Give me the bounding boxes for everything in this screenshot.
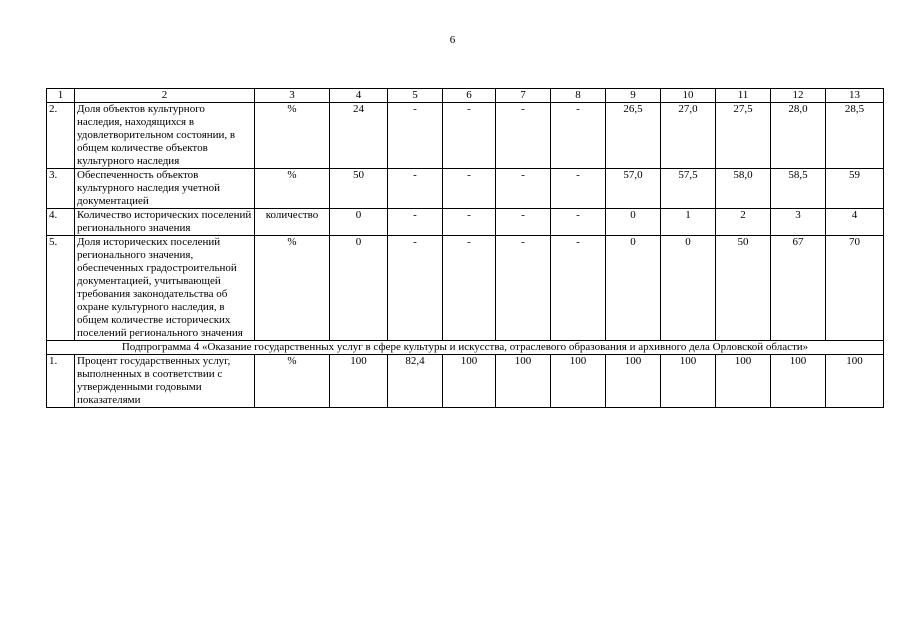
value-cell: 0 <box>606 209 661 236</box>
table-row <box>47 103 884 169</box>
value-cell: 100 <box>551 355 606 408</box>
column-number: 8 <box>551 89 606 103</box>
value-cell: 59 <box>826 169 884 209</box>
column-number: 11 <box>716 89 771 103</box>
subprogram-title: Подпрограмма 4 «Оказание государственных услуг в сфере культуры и искусства, отраслевого образования и архивного дела Орловской области» <box>47 341 884 355</box>
table-row <box>47 209 884 236</box>
value-cell: 100 <box>606 355 661 408</box>
indicator-name: Процент государственных услуг, выполненных в соответствии с утвержденными годовыми показателями <box>75 355 255 408</box>
value-cell: - <box>388 103 443 169</box>
value-cell: - <box>551 236 606 341</box>
value-cell: 57,5 <box>661 169 716 209</box>
indicator-name: Доля объектов культурного наследия, находящихся в удовлетворительном состоянии, в общем количестве объектов культурного наследия <box>75 103 255 169</box>
value-cell: 100 <box>716 355 771 408</box>
value-cell: 100 <box>826 355 884 408</box>
value-cell: 3 <box>771 209 826 236</box>
value-cell: - <box>551 103 606 169</box>
value-cell: 24 <box>330 103 388 169</box>
indicator-name: Обеспеченность объектов культурного наследия учетной документацией <box>75 169 255 209</box>
value-cell: - <box>443 209 496 236</box>
column-number: 7 <box>496 89 551 103</box>
unit-cell: % <box>255 236 330 341</box>
value-cell: - <box>443 103 496 169</box>
value-cell: - <box>496 169 551 209</box>
value-cell: - <box>496 209 551 236</box>
indicator-name: Количество исторических поселений регионального значения <box>75 209 255 236</box>
value-cell: 58,5 <box>771 169 826 209</box>
row-number: 4. <box>47 209 75 236</box>
value-cell: 50 <box>716 236 771 341</box>
unit-cell: % <box>255 103 330 169</box>
table-row <box>47 236 884 341</box>
value-cell: 0 <box>330 236 388 341</box>
value-cell: 27,5 <box>716 103 771 169</box>
value-cell: 100 <box>661 355 716 408</box>
row-number: 3. <box>47 169 75 209</box>
value-cell: 57,0 <box>606 169 661 209</box>
value-cell: 100 <box>496 355 551 408</box>
value-cell: 82,4 <box>388 355 443 408</box>
value-cell: - <box>388 169 443 209</box>
unit-cell: % <box>255 355 330 408</box>
table-row <box>47 169 884 209</box>
row-number: 5. <box>47 236 75 341</box>
value-cell: - <box>551 169 606 209</box>
value-cell: 26,5 <box>606 103 661 169</box>
unit-cell: количество <box>255 209 330 236</box>
unit-cell: % <box>255 169 330 209</box>
value-cell: 58,0 <box>716 169 771 209</box>
table-row <box>47 355 884 408</box>
value-cell: 100 <box>771 355 826 408</box>
value-cell: 67 <box>771 236 826 341</box>
column-number: 6 <box>443 89 496 103</box>
column-number: 1 <box>47 89 75 103</box>
value-cell: - <box>388 236 443 341</box>
value-cell: 1 <box>661 209 716 236</box>
value-cell: - <box>496 103 551 169</box>
indicators-table <box>46 88 884 408</box>
subprogram-row <box>47 341 884 355</box>
indicator-name: Доля исторических поселений регионального значения, обеспеченных градостроительной документацией, учитывающей требования законодательства об охране культурного наследия, в общем количестве исторических поселений регионального значения <box>75 236 255 341</box>
value-cell: 0 <box>661 236 716 341</box>
value-cell: 28,0 <box>771 103 826 169</box>
value-cell: - <box>443 236 496 341</box>
column-number: 12 <box>771 89 826 103</box>
column-number: 4 <box>330 89 388 103</box>
row-number: 1. <box>47 355 75 408</box>
value-cell: 0 <box>330 209 388 236</box>
value-cell: 2 <box>716 209 771 236</box>
value-cell: 100 <box>443 355 496 408</box>
value-cell: - <box>496 236 551 341</box>
column-number: 13 <box>826 89 884 103</box>
value-cell: 100 <box>330 355 388 408</box>
column-number: 10 <box>661 89 716 103</box>
row-number: 2. <box>47 103 75 169</box>
value-cell: 70 <box>826 236 884 341</box>
value-cell: - <box>388 209 443 236</box>
value-cell: 50 <box>330 169 388 209</box>
value-cell: - <box>443 169 496 209</box>
value-cell: 0 <box>606 236 661 341</box>
column-number: 2 <box>75 89 255 103</box>
column-number: 9 <box>606 89 661 103</box>
column-number: 5 <box>388 89 443 103</box>
page-number: 6 <box>449 34 456 46</box>
value-cell: - <box>551 209 606 236</box>
column-number: 3 <box>255 89 330 103</box>
value-cell: 4 <box>826 209 884 236</box>
value-cell: 27,0 <box>661 103 716 169</box>
value-cell: 28,5 <box>826 103 884 169</box>
column-number-row <box>47 89 884 103</box>
